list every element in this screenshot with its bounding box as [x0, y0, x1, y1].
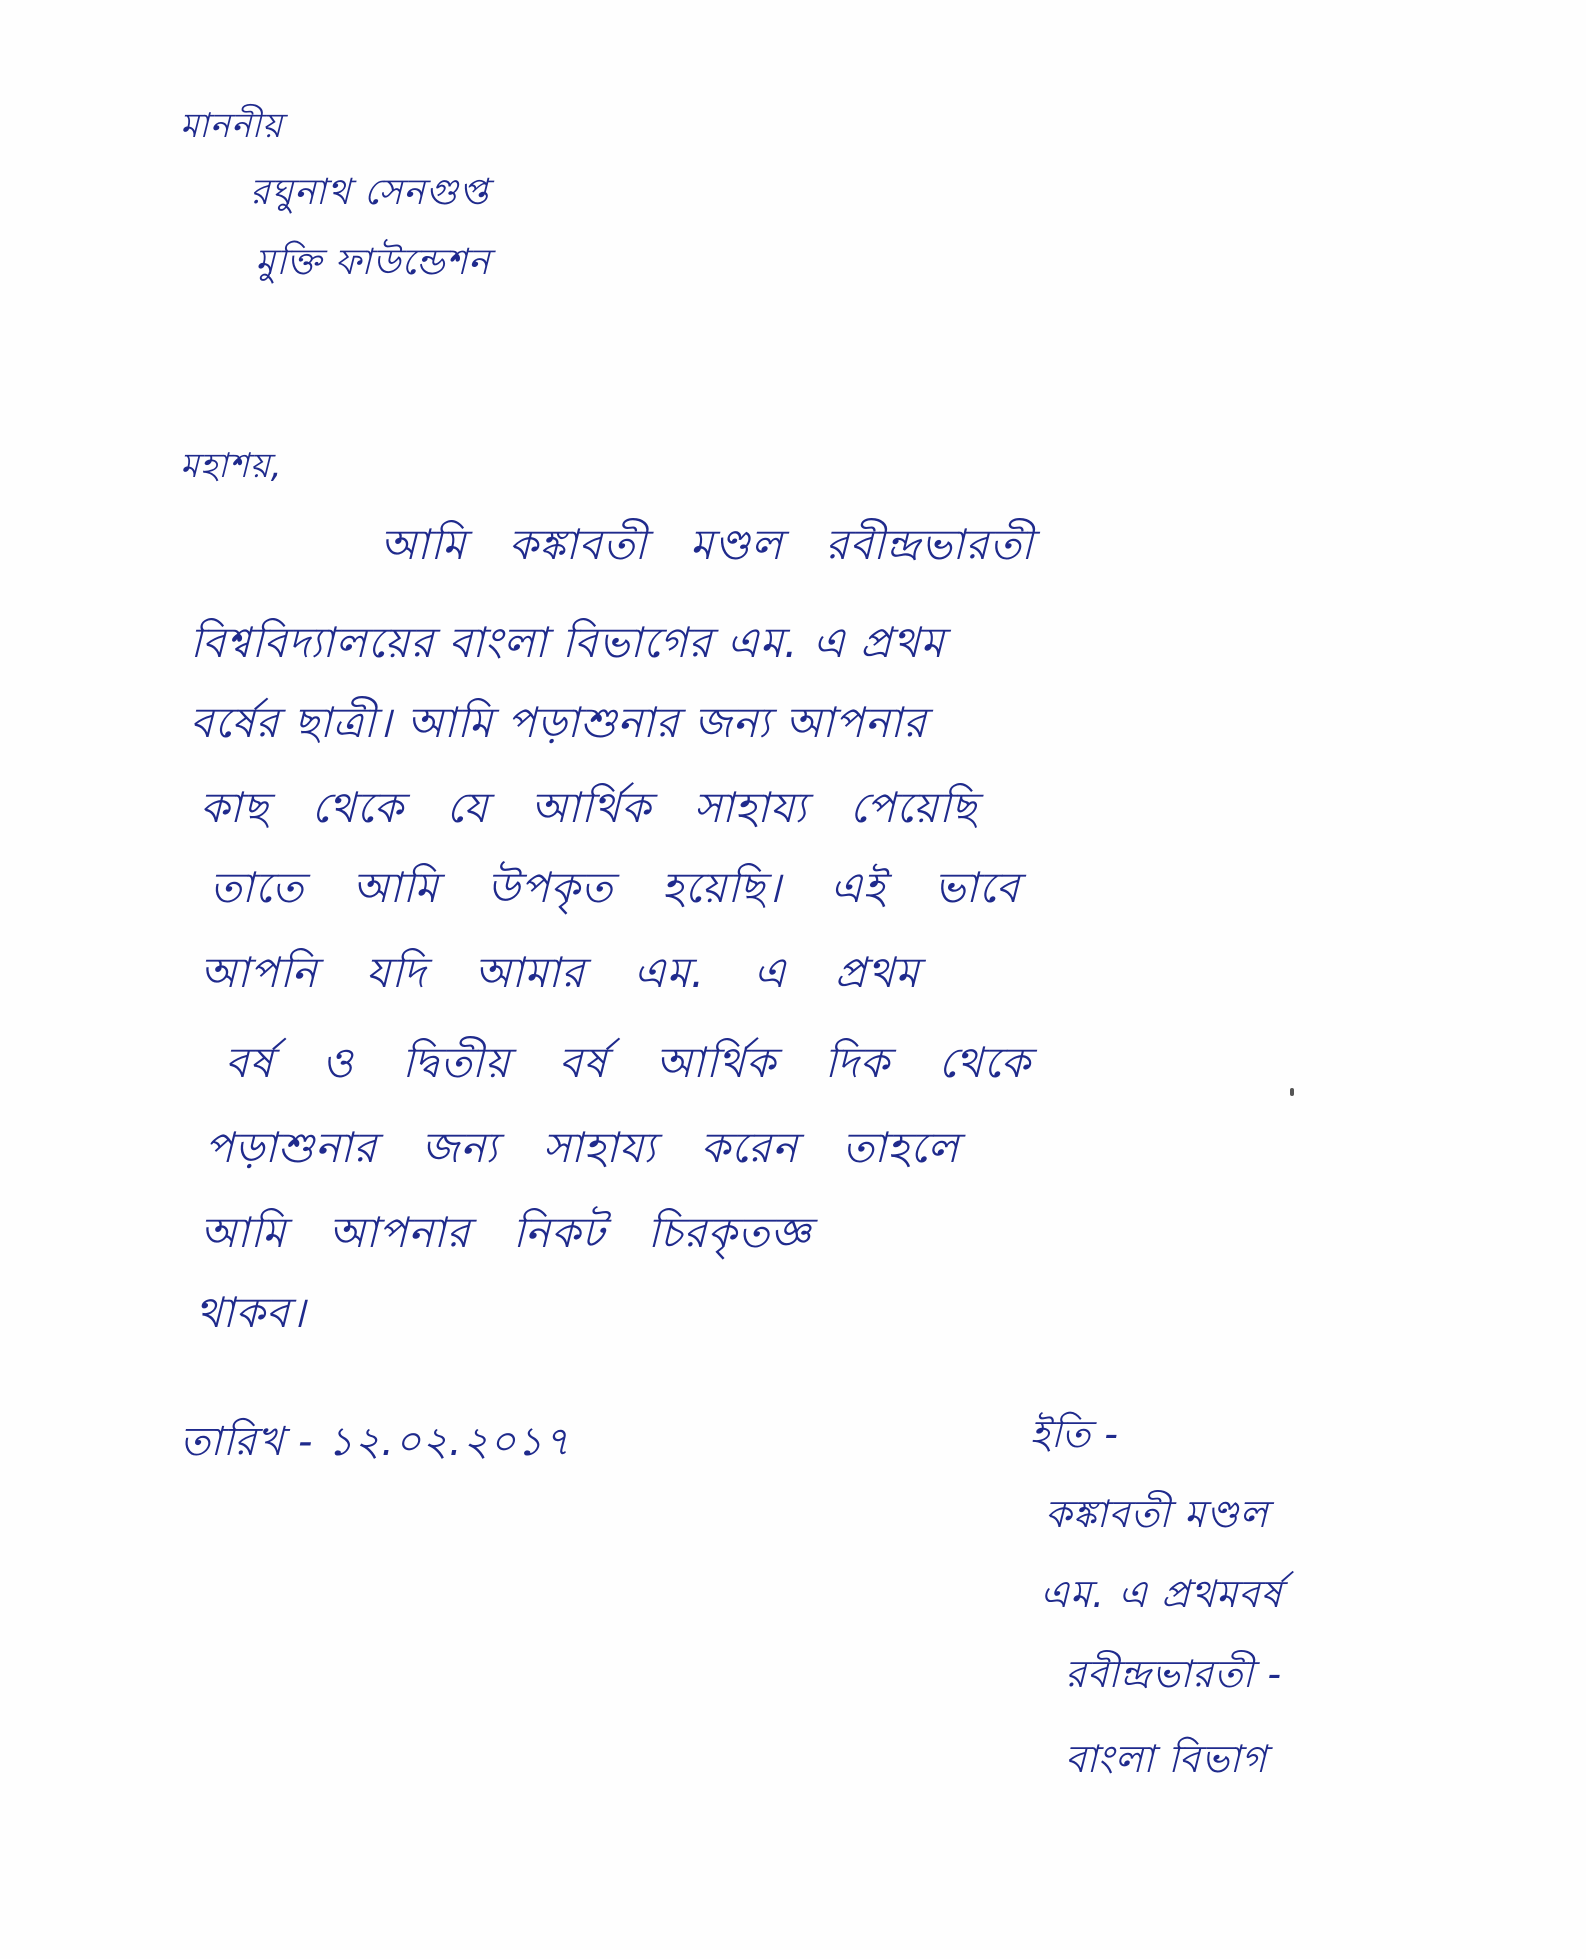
signature-closing: ইতি -	[1030, 1412, 1119, 1456]
salutation: মাননীয়	[180, 106, 284, 146]
body-line: বিশ্ববিদ্যালয়ের বাংলা বিভাগের এম. এ প্রথম	[190, 618, 945, 667]
signature-course: এম. এ প্রথমবর্ষ	[1040, 1572, 1283, 1616]
paper-speck	[1290, 1088, 1294, 1096]
body-line: আপনি যদি আমার এম. এ প্রথম	[200, 948, 920, 997]
body-line: কাছ থেকে যে আর্থিক সাহায্য পেয়েছি	[200, 783, 978, 832]
body-line: বর্ষের ছাত্রী। আমি পড়াশুনার জন্য আপনার	[190, 698, 927, 747]
body-line: আমি আপনার নিকট চিরকৃতজ্ঞ	[200, 1208, 812, 1257]
addressee-name: রঘুনাথ সেনগুপ্ত	[250, 172, 490, 213]
signature-department: বাংলা বিভাগ	[1065, 1737, 1268, 1781]
letter-date: তারিখ - ১২.০২.২০১৭	[180, 1419, 571, 1465]
body-line: আমি কঙ্কাবতী মণ্ডল রবীন্দ্রভারতী	[380, 520, 1034, 569]
body-line: পড়াশুনার জন্য সাহায্য করেন তাহলে	[205, 1123, 960, 1172]
addressee-org: মুক্তি ফাউন্ডেশন	[255, 242, 491, 283]
signature-name: কঙ্কাবতী মণ্ডল	[1045, 1492, 1269, 1536]
body-line: থাকব।	[195, 1288, 307, 1337]
body-line: তাতে আমি উপকৃত হয়েছি। এই ভাবে	[210, 863, 1020, 912]
signature-university: রবীন্দ্রভারতী -	[1065, 1652, 1283, 1696]
greeting: মহাশয়,	[180, 446, 283, 486]
body-line: বর্ষ ও দ্বিতীয় বর্ষ আর্থিক দিক থেকে	[225, 1038, 1031, 1087]
